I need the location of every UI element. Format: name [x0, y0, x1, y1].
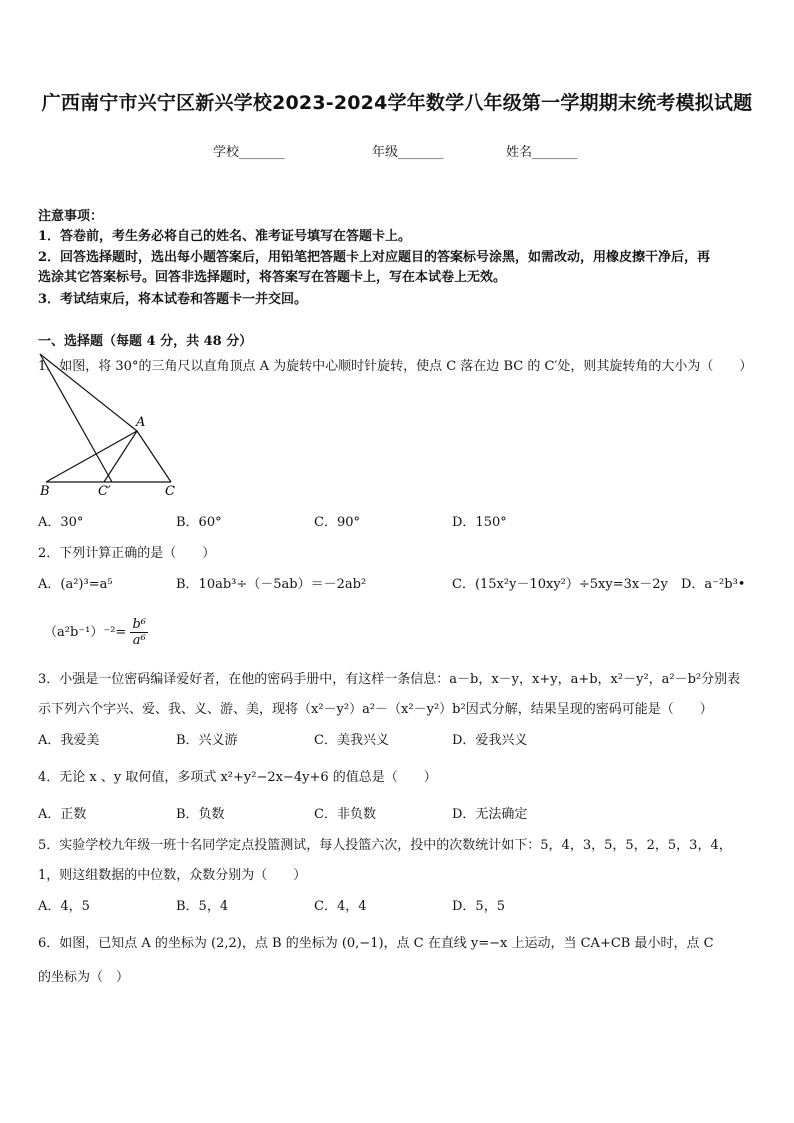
question-2-option-d: D．a⁻²b³• — [681, 577, 746, 592]
notice-item: 选涂其它答案标号。回答非选择题时，将答案写在答题卡上，写在本试卷上无效。 — [38, 270, 507, 285]
question-4-option-b: B．负数 — [176, 807, 225, 822]
fraction-denominator: a⁶ — [132, 633, 146, 648]
question-2-option-a: A．(a²)³=a⁵ — [38, 577, 113, 592]
page-title: 广西南宁市兴宁区新兴学校2023-2024学年数学八年级第一学期期末统考模拟试题 — [41, 92, 753, 114]
question-3-option-d: D．爱我兴义 — [452, 733, 528, 748]
side-ac-prime — [104, 431, 137, 482]
question-6-line-2: 的坐标为（ ） — [38, 970, 130, 985]
label-b: B — [40, 484, 50, 499]
question-2-option-d-continued — [44, 617, 148, 648]
question-4-option-d: D．无法确定 — [452, 807, 528, 822]
question-3-option-a: A．我爱美 — [38, 733, 100, 748]
question-6-line-1: 6．如图，已知点 A 的坐标为 (2,2)，点 B 的坐标为 (0,−1)，点 C 在直线 y=−x 上运动，当 CA+CB 最小时，点 C — [38, 936, 714, 951]
question-5-line-2: 1，则这组数据的中位数，众数分别为（ ） — [38, 868, 307, 883]
question-5-option-c: C．4，4 — [314, 899, 367, 914]
question-5-option-d: D．5，5 — [452, 899, 505, 914]
question-2-text: 2．下列计算正确的是（ ） — [38, 546, 216, 561]
question-4-option-a: A．正数 — [38, 807, 87, 822]
notice-item: 3．考试结束后，将本试卷和答题卡一并交回。 — [38, 292, 308, 307]
question-1-option-a: A．30° — [38, 515, 84, 530]
rotated-leg — [40, 354, 112, 482]
question-5-option-a: A．4，5 — [38, 899, 90, 914]
section-heading: 一、选择题（每题 4 分，共 48 分） — [38, 334, 253, 349]
question-3-line-1: 3．小强是一位密码编译爱好者，在他的密码手册中，有这样一条信息：a－b，x－y，x+y，a+b，x²－y²，a²－b²分别表 — [38, 672, 741, 687]
notice-item: 1．答卷前，考生务必将自己的姓名、准考证号填写在答题卡上。 — [38, 229, 412, 244]
question-4-option-c: C．非负数 — [314, 807, 376, 822]
question-1-figure — [34, 348, 184, 500]
question-3-option-c: C．美我兴义 — [314, 733, 389, 748]
option-d-fraction — [130, 617, 148, 648]
notice-item: 2．回答选择题时，选出每小题答案后，用铅笔把答题卡上对应题目的答案标号涂黑，如需改动，用橡皮擦干净后，再 — [38, 250, 711, 265]
question-3-line-2: 示下列六个字兴、爱、我、义、游、美，现将（x²－y²）a²－（x²－y²）b²因式分解，结果呈现的密码可能是（ ） — [38, 702, 713, 717]
grade-field: 年级_______ — [372, 145, 444, 160]
question-2-option-c: C．(15x²y－10xy²）÷5xy=3x－2y — [452, 577, 668, 592]
question-1-option-c: C．90° — [314, 515, 360, 530]
side-ac — [137, 431, 171, 482]
rotated-hypotenuse — [40, 354, 137, 431]
name-field: 姓名_______ — [506, 145, 578, 160]
label-a: A — [136, 415, 146, 430]
question-1-option-b: B．60° — [176, 515, 222, 530]
label-c: C — [165, 484, 175, 499]
question-4-text: 4．无论 x 、y 取何值，多项式 x²+y²−2x−4y+6 的值总是（ ） — [38, 770, 437, 785]
option-d-expression: （a²b⁻¹）⁻²= — [44, 625, 127, 640]
question-5-option-b: B．5，4 — [176, 899, 229, 914]
question-3-option-b: B．兴义游 — [176, 733, 238, 748]
side-ab — [46, 431, 137, 482]
fraction-numerator: b⁶ — [132, 617, 147, 632]
question-2-option-b: B．10ab³÷（－5ab）＝－2ab² — [176, 577, 367, 592]
question-1-option-d: D．150° — [452, 515, 507, 530]
question-5-line-1: 5．实验学校九年级一班十名同学定点投篮测试，每人投篮六次，投中的次数统计如下：5，4，3，5，5，2，5，3，4， — [38, 838, 732, 853]
label-c-prime: C′ — [98, 484, 111, 499]
school-field: 学校_______ — [213, 145, 285, 160]
notice-heading: 注意事项： — [38, 209, 104, 224]
question-1-text: 1．如图，将 30°的三角尺以直角顶点 A 为旋转中心顺时针旋转，使点 C 落在边 BC 的 C′处，则其旋转角的大小为（ ） — [38, 359, 753, 374]
